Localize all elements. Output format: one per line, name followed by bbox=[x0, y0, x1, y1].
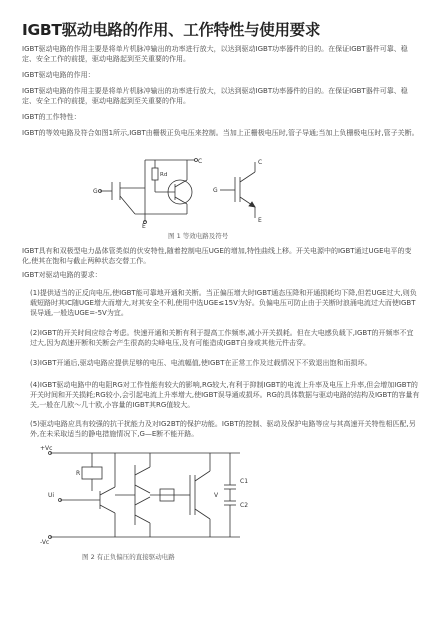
requirement-4: (4)IGBT驱动电路中的电阻RG对工作性能有较大的影响,RG较大,有利于抑制IGBT的电流上升率及电压上升率,但会增加IGBT的开关时间和开关损耗;RG较小,会引起电流上升率增大,使IGBT误导通或损坏。RG的具体数据与驱动电路的结构及IGBT的容量有关,一般在几欧～几十欧,小容量的IGBT其RG值较大。 bbox=[30, 381, 420, 409]
page-title: IGBT驱动电路的作用、工作特性与使用要求 bbox=[22, 21, 321, 39]
requirement-2: (2)IGBT的开关时间应综合考虑。快速开通和关断有利于提高工作频率,减小开关损耗。但在大电感负载下,IGBT的开频率不宜过大,因为高速开断和关断会产生很高的尖峰电压,及有可能造成IGBT自身或其他元件击穿。 bbox=[30, 329, 414, 347]
symbol-label-e: E bbox=[258, 217, 262, 224]
section-heading-role: IGBT驱动电路的作用： bbox=[22, 71, 95, 79]
intro-paragraph: IGBT驱动电路的作用主要是将单片机脉冲输出的功率进行放大，以达到驱动IGBT功率器件的目的。在保证IGBT器件可靠、稳定、安全工作的前提，驱动电路起到至关重要的作用。 bbox=[22, 45, 408, 63]
label-c2: C2 bbox=[240, 502, 249, 509]
label-g: G bbox=[93, 188, 98, 195]
label-vcc: +Vc bbox=[40, 445, 53, 452]
characteristic-paragraph: IGBT具有和双极型电力晶体管类似的伏安特性,随着控制电压UGE的增加,特性曲线上移。开关电源中的IGBT通过UGE电平的变化,使其在饱和与截止两种状态交替工作。 bbox=[22, 247, 412, 265]
requirement-5: (5)驱动电路应具有较强的抗干扰能力及对IG2BT的保护功能。IGBT的控制、驱动及保护电路等应与其高速开关特性相匹配,另外,在未采取适当的静电措施情况下,G—E断不能开路。 bbox=[30, 420, 416, 438]
equivalent-circuit-figure bbox=[90, 152, 290, 230]
requirement-3: (3)IGBT开通后,驱动电路应提供足够的电压、电流幅值,使IGBT在正常工作及过载情况下不致退出饱和而损坏。 bbox=[30, 359, 372, 367]
requirement-1: (1)提供适当的正反向电压,使IGBT能可靠地开通和关断。当正偏压增大时IGBT通态压降和开通损耗均下降,但若UGE过大,则负载短路时其IC随UGE增大而增大,对其安全不利,使用中选UGE≤15V为好。负偏电压可防止由于关断时浪涌电流过大而使IGBT误导通,一般选UGE=-5V为宜。 bbox=[30, 289, 417, 317]
section-heading-principle: IGBT的工作特性： bbox=[22, 113, 81, 121]
figure1-caption: 图 1 等效电路及符号 bbox=[168, 232, 229, 240]
label-r: R bbox=[76, 470, 81, 477]
label-q: V bbox=[214, 492, 219, 499]
label-vin: Ui bbox=[48, 492, 55, 499]
symbol-label-g: G bbox=[213, 187, 218, 194]
label-c: C bbox=[198, 158, 203, 165]
figure2-caption: 图 2 有正负偏压的直接驱动电路 bbox=[82, 553, 175, 561]
label-vneg: -Vc bbox=[40, 539, 50, 546]
section-heading-requirements: IGBT对驱动电路的要求： bbox=[22, 271, 102, 279]
role-paragraph: IGBT驱动电路的作用主要是将单片机脉冲输出的功率进行放大，以达到驱动IGBT功率器件的目的。在保证IGBT器件可靠、稳定、安全工作的前提，驱动电路起到至关重要的作用。 bbox=[22, 87, 408, 105]
label-rd: Rd bbox=[160, 172, 168, 178]
principle-paragraph: IGBT的等效电路及符合如图1所示,IGBT由栅极正负电压来控制。当加上正栅极电压时,管子导通;当加上负栅极电压时,管子关断。 bbox=[22, 129, 419, 137]
drive-circuit-figure bbox=[40, 445, 280, 545]
label-c1: C1 bbox=[240, 478, 249, 485]
symbol-label-c: C bbox=[258, 159, 263, 166]
label-e: E bbox=[142, 223, 146, 230]
